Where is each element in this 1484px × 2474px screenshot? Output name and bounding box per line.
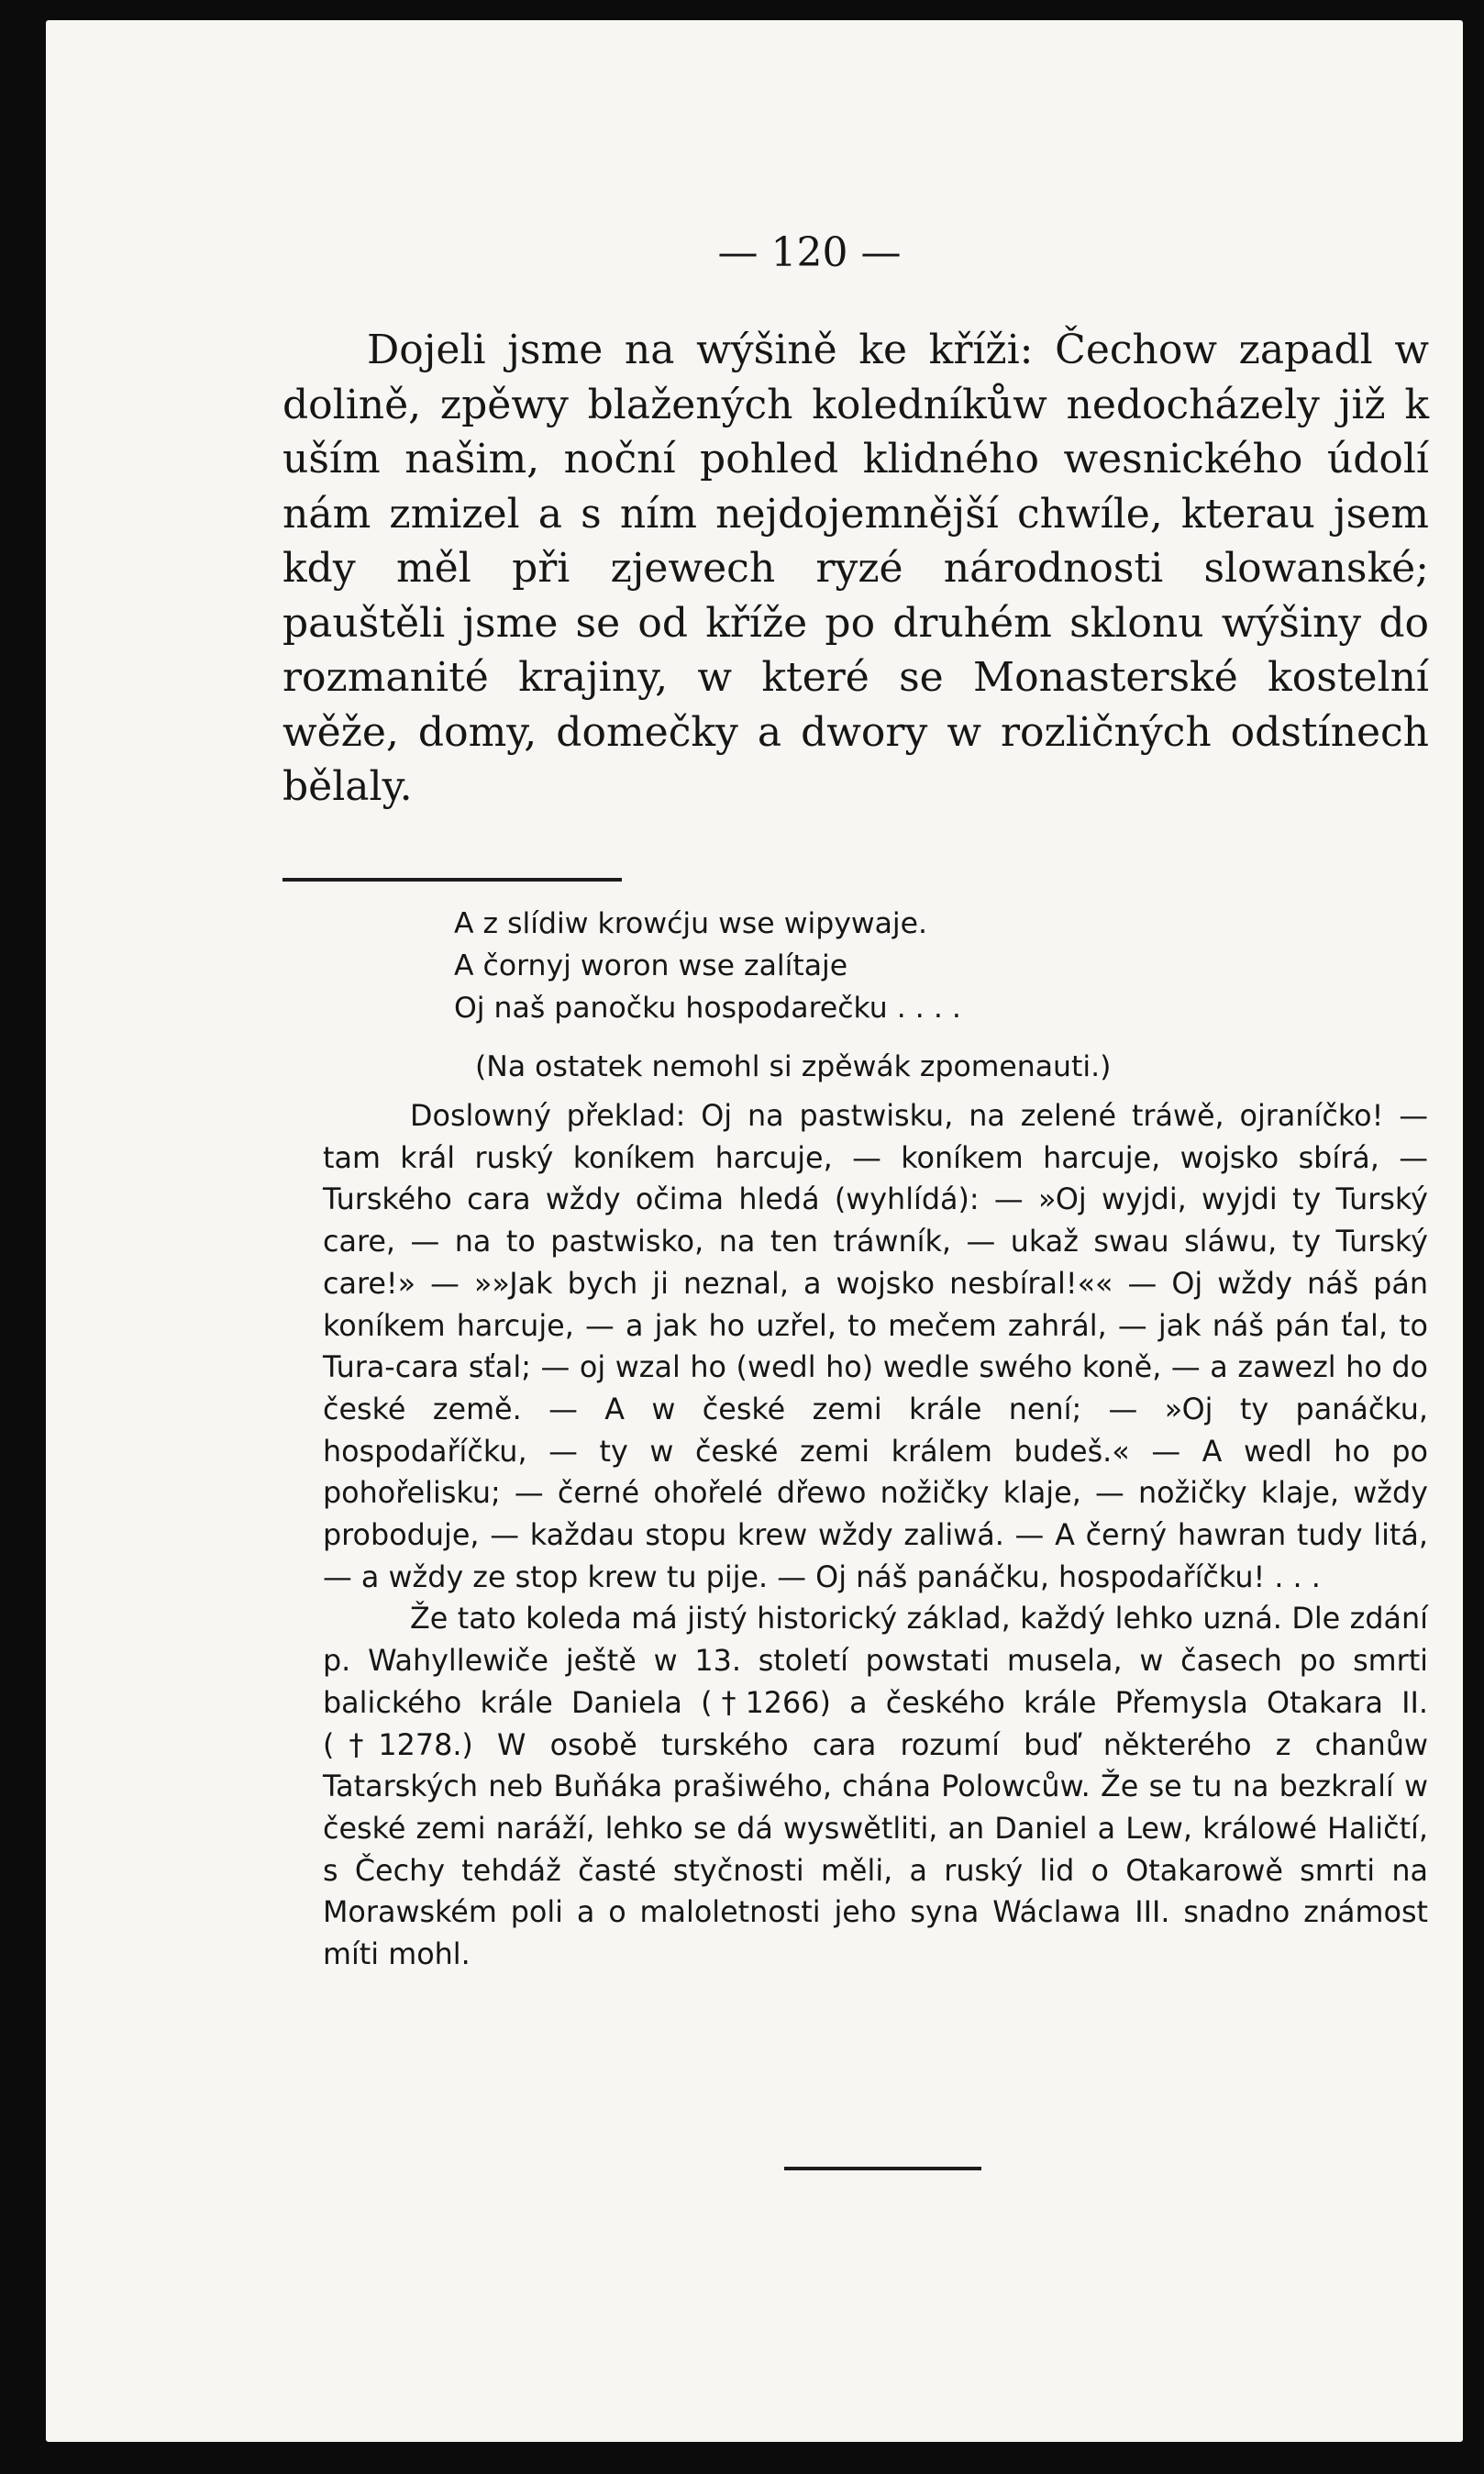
end-rule <box>784 2167 981 2170</box>
book-page <box>46 20 1463 2442</box>
song-note: (Na ostatek nemohl si zpěwák zpomenauti.) <box>475 1050 1112 1083</box>
footnote-separator <box>282 878 622 882</box>
song-line: A čornyj woron wse zalítaje <box>454 949 848 982</box>
footnote-commentary: Že tato koleda má jistý historický základ, každý lehko uzná. Dle zdání p. Wahyllewiče ještě w 13. století powstati musela, w časech po smrti balického krále Daniela (†1266) a českého krále Přemysla Otakara II. (†1278.) W osobě turského cara rozumí buď některého z chanůw Tatarských neb Buňáka prašiwého, chána Polowcůw. Že se tu na bezkralí w české zemi naráží, lehko se dá wyswětliti, an Daniel a Lew, králowé Haličtí, s Čechy tehdáž časté styčnosti měli, a ruský lid o Otakarowě smrti na Morawském poli a o maloletnosti jeho syna Wáclawa III. snadno známost míti mohl. <box>323 1602 1428 1972</box>
footnote-translation: Doslowný překlad: Oj na pastwisku, na zelené tráwě, ojraníčko! — tam král ruský koníkem harcuje, — koníkem harcuje, wojsko sbírá, — Turského cara wždy očima hledá (wyhlídá): — »Oj wyjdi, wyjdi ty Turský care, — na to pastwisko, na ten tráwník, — ukaž swau sláwu, ty Turský care!» — »»Jak bych ji neznal, a wojsko nesbíral!«« — Oj wždy náš pán koníkem harcuje, — a jak ho uzřel, to mečem zahrál, — jak náš pán ťal, to Tura-cara sťal; — oj wzal ho (wedl ho) wedle swého koně, — a zawezl ho do české země. — A w české zemi krále není; — »Oj ty panáčku, hospodaříčku, — ty w české zemi králem budeš.« — A wedl ho po pohořelisku; — černé ohořelé dřewo nožičky klaje, — nožičky klaje, wždy proboduje, — každau stopu krew wždy zaliwá. — A černý hawran tudy litá, — a wždy ze stop krew tu pije. — Oj náš panáčku, hospodaříčku! . . . <box>323 1099 1428 1594</box>
song-excerpt <box>454 903 1279 1029</box>
main-paragraph <box>282 323 1429 815</box>
song-line: A z slídiw krowćju wse wipywaje. <box>454 907 928 940</box>
song-line: Oj naš panočku hospodarečku . . . . <box>454 992 961 1025</box>
main-paragraph-text: Dojeli jsme na wýšině ke kříži: Čechow zapadl w dolině, zpěwy blažených koledníkůw nedocházely již k uším našim, noční pohled klidného wesnického údolí nám zmizel a s ním nejdojemnější chwíle, kterau jsem kdy měl při zjewech ryzé národnosti slowanské; pauštěli jsme se od kříže po druhém sklonu wýšiny do rozmanité krajiny, w které se Monasterské kostelní wěže, domy, domečky a dwory w rozličných odstínech bělaly. <box>282 327 1429 810</box>
footnote <box>323 1095 1428 1976</box>
page-number: — 120 — <box>717 229 902 276</box>
